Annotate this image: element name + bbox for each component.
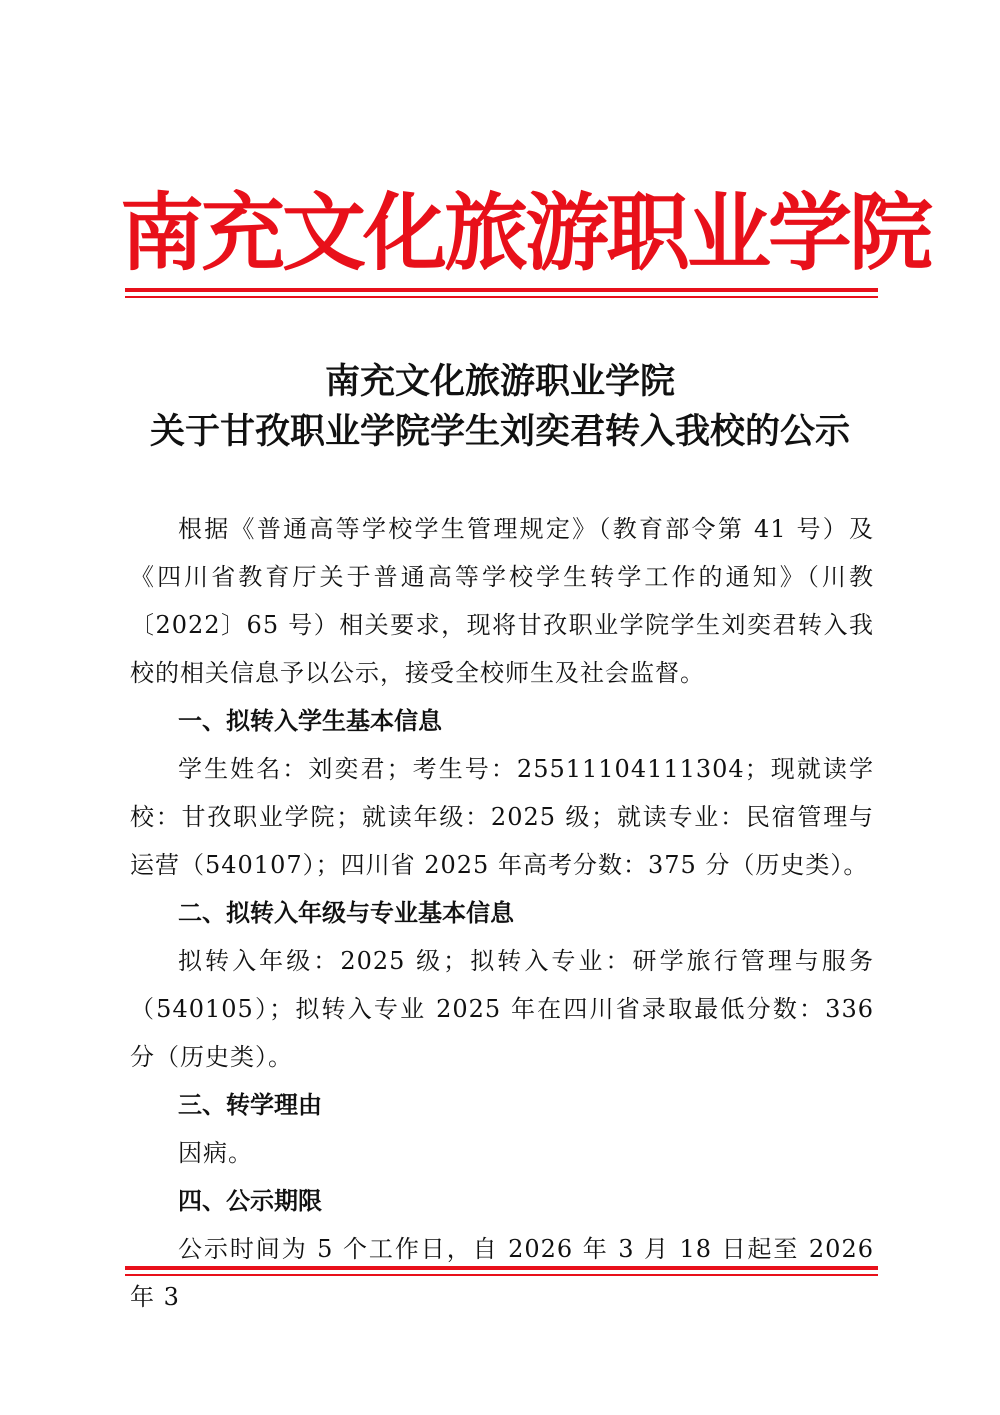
document-title-line-1: 南充文化旅游职业学院: [324, 361, 675, 402]
footer-rule-thin: [125, 1274, 878, 1276]
section-3-text: 因病。: [178, 1139, 253, 1167]
intro-paragraph: 根据《普通高等学校学生管理规定》（教育部令第 41 号）及《四川省教育厅关于普通高等学校学生转学工作的通知》（川教〔2022〕65 号）相关要求，现将甘孜职业学院学生刘奕君转入我校的相关信息予以公示，接受全校师生及社会监督。: [130, 515, 874, 687]
section-2-heading: 二、拟转入年级与专业基本信息: [178, 899, 514, 927]
masthead: 南充文化旅游职业学院: [120, 183, 931, 282]
section-1-text: 学生姓名：刘奕君；考生号：25511104111304；现就读学校：甘孜职业学院；就读年级：2025 级；就读专业：民宿管理与运营（540107）；四川省 2025 年高考分数：375 分（历史类）。: [130, 755, 874, 879]
section-3-heading: 三、转学理由: [178, 1091, 322, 1119]
document-body: [130, 505, 874, 1321]
footer-rule-thick: [125, 1266, 878, 1270]
document-title-line-2: 关于甘孜职业学院学生刘奕君转入我校的公示: [149, 411, 850, 452]
section-4-heading: 四、公示期限: [178, 1187, 322, 1215]
section-1-heading: 一、拟转入学生基本信息: [178, 707, 442, 735]
masthead-rule-thin: [125, 296, 878, 298]
masthead-rule-thick: [125, 288, 878, 292]
section-4-text: 公示时间为 5 个工作日，自 2026 年 3 月 18 日起至 2026 年 3: [130, 1235, 874, 1311]
section-2-text: 拟转入年级：2025 级；拟转入专业：研学旅行管理与服务（540105）；拟转入专业 2025 年在四川省录取最低分数：336 分（历史类）。: [130, 947, 874, 1071]
